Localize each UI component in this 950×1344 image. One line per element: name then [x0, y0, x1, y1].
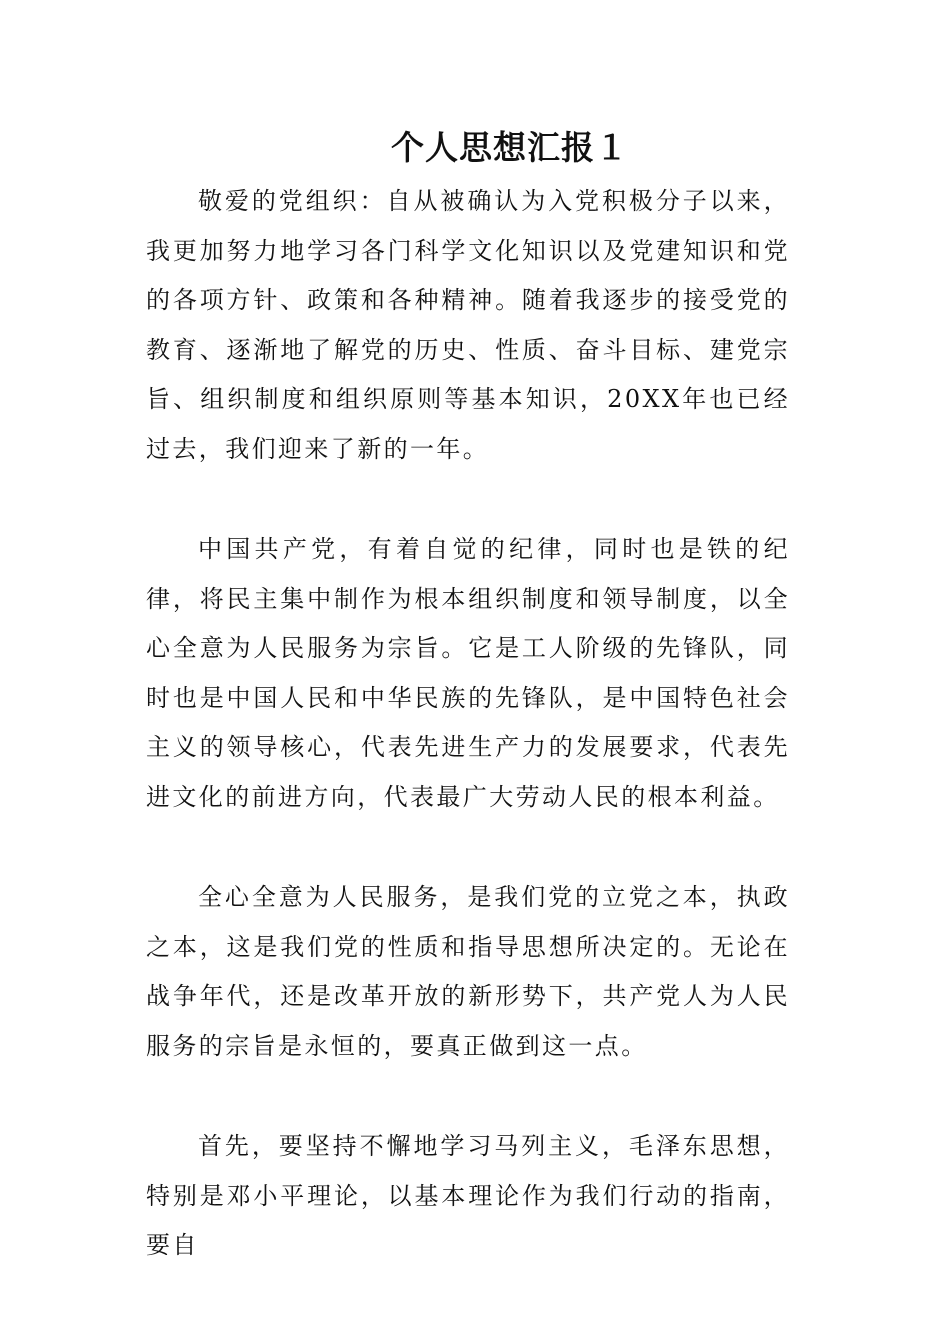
- paragraph-4: 首先，要坚持不懈地学习马列主义，毛泽东思想，特别是邓小平理论，以基本理论作为我们行动的指南，要自: [146, 1132, 790, 1260]
- paragraph-3: 全心全意为人民服务，是我们党的立党之本，执政之本，这是我们党的性质和指导思想所决定的。无论在战争年代，还是改革开放的新形势下，共产党人为人民服务的宗旨是永恒的，要真正做到这一点。: [146, 883, 790, 1060]
- document-title: 个人思想汇报１: [391, 128, 629, 167]
- paragraph-2: 中国共产党，有着自觉的纪律，同时也是铁的纪律，将民主集中制作为根本组织制度和领导制度，以全心全意为人民服务为宗旨。它是工人阶级的先锋队，同时也是中国人民和中华民族的先锋队，是中国特色社会主义的领导核心，代表先进生产力的发展要求，代表先进文化的前进方向，代表最广大劳动人民的根本利益。: [146, 535, 790, 811]
- paragraph-1: 敬爱的党组织：自从被确认为入党积极分子以来，我更加努力地学习各门科学文化知识以及党建知识和党的各项方针、政策和各种精神。随着我逐步的接受党的教育、逐渐地了解党的历史、性质、奋斗目标、建党宗旨、组织制度和组织原则等基本知识，20XX年也已经过去，我们迎来了新的一年。: [146, 187, 790, 463]
